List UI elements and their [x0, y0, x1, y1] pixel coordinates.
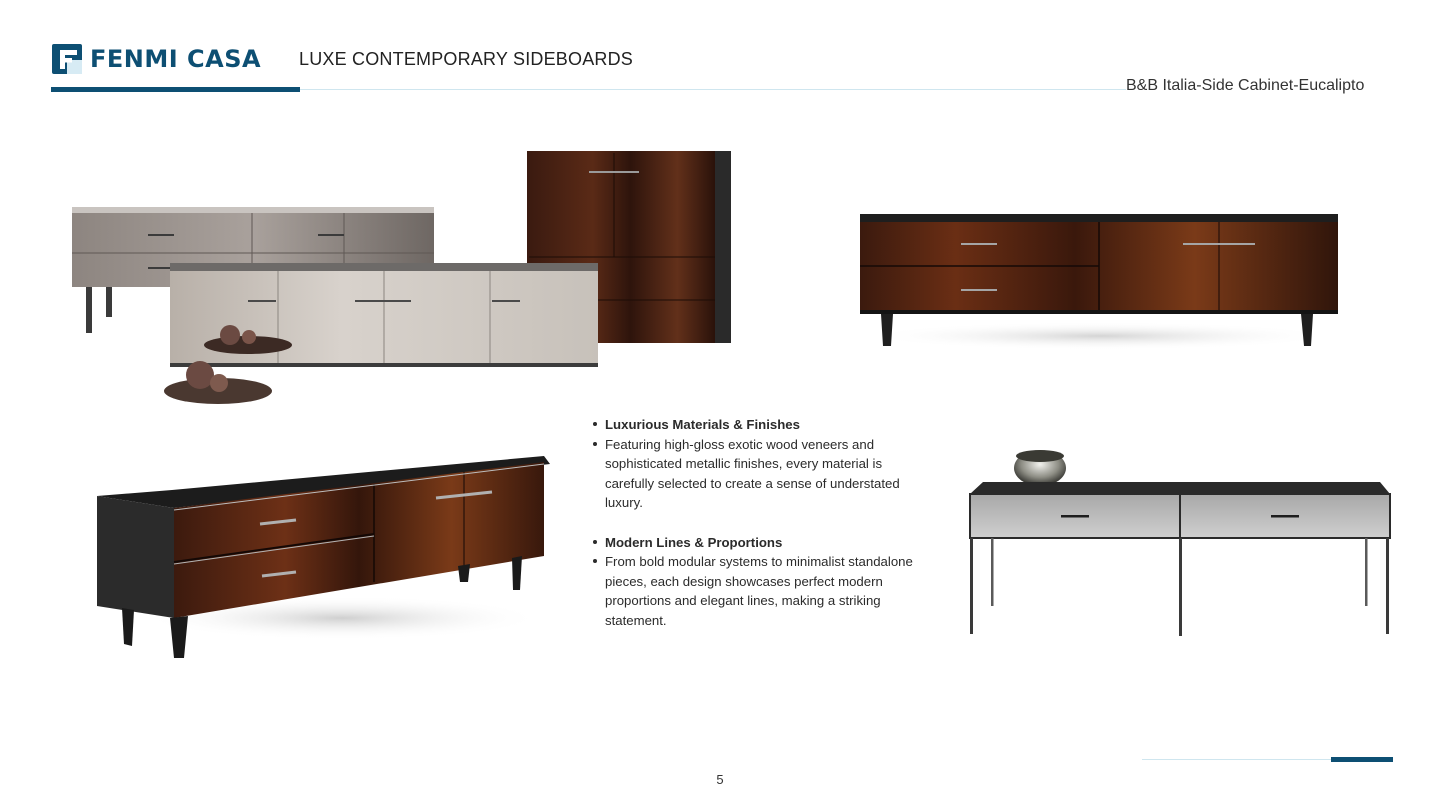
product-image-angled-sideboard: [92, 448, 552, 663]
product-image-console: [965, 444, 1395, 639]
brand-name: FENMI CASA: [90, 45, 262, 73]
page-title: LUXE CONTEMPORARY SIDEBOARDS: [299, 49, 634, 69]
brand-logo: [52, 44, 261, 74]
header-rule: [300, 89, 1126, 90]
fenmi-f-logo-icon: [52, 44, 82, 74]
feature-list: [591, 415, 931, 631]
feature-text: From bold modular systems to minimalist standalone pieces, each design showcases perfect modern proportions and elegant lines, making a striking statement.: [591, 552, 931, 630]
page-number: 5: [716, 772, 724, 787]
header-rule-accent: [51, 87, 300, 92]
footer-rule: [1142, 759, 1332, 760]
product-image-collection: [62, 145, 742, 410]
product-subtitle: B&B Italia-Side Cabinet-Eucalipto: [1126, 77, 1365, 94]
product-image-wood-sideboard: [855, 208, 1345, 356]
feature-heading: Luxurious Materials & Finishes: [591, 415, 931, 435]
feature-heading: Modern Lines & Proportions: [591, 533, 931, 553]
footer-rule-accent: [1331, 757, 1393, 762]
feature-spacer: [591, 513, 931, 533]
feature-text: Featuring high-gloss exotic wood veneers and sophisticated metallic finishes, every material is carefully selected to create a sense of understated luxury.: [591, 435, 931, 513]
